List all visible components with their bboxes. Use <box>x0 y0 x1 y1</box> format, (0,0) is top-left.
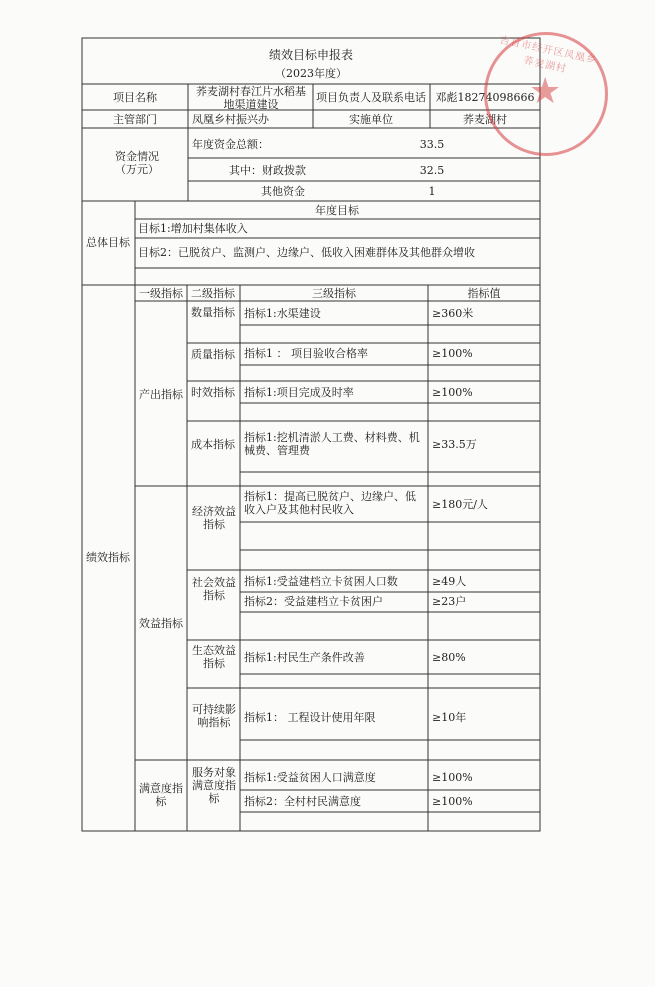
level2-ecological: 生态效益指标 <box>192 644 236 670</box>
ind-economic-name: 指标1：提高已脱贫户、边缘户、低收入户及其他村民收入 <box>244 490 416 516</box>
funds-total-value: 33.5 <box>419 138 445 151</box>
ind-sustainable-name: 指标1： 工程设计使用年限 <box>244 711 376 724</box>
header-level2: 二级指标 <box>191 287 235 300</box>
level1-satisfaction: 满意度指标 <box>139 782 183 808</box>
funds-fiscal-value: 32.5 <box>419 164 445 177</box>
level2-quality: 质量指标 <box>191 348 235 361</box>
impl-value: 荞麦湖村 <box>463 113 507 126</box>
level1-benefit: 效益指标 <box>139 617 183 630</box>
form-year: （2023年度） <box>275 67 347 80</box>
contact-label: 项目负责人及联系电话 <box>316 91 426 104</box>
funds-other-value: 1 <box>428 185 436 198</box>
ind-social1-value: ≥49人 <box>432 575 467 588</box>
ind-sustainable-value: ≥10年 <box>432 711 467 724</box>
annual-goal-label: 年度目标 <box>315 204 359 217</box>
ind-cost-name: 指标1:挖机清淤人工费、材料费、机械费、管理费 <box>244 431 420 457</box>
funds-fiscal-label: 其中：财政拨款 <box>229 164 306 177</box>
level2-economic: 经济效益指标 <box>192 505 236 531</box>
perf-label: 绩效指标 <box>86 551 130 564</box>
official-seal <box>484 32 608 156</box>
level2-service: 服务对象满意度指标 <box>192 766 236 805</box>
funds-label: 资金情况（万元） <box>115 150 159 176</box>
dept-value: 凤凰乡村振兴办 <box>192 113 269 126</box>
ind-quality-value: ≥100% <box>432 347 473 360</box>
funds-total-label: 年度资金总额： <box>192 138 269 151</box>
ind-service2-value: ≥100% <box>432 795 473 808</box>
level2-timeliness: 时效指标 <box>191 386 235 399</box>
level2-sustainable: 可持续影响指标 <box>192 703 236 729</box>
goal-2: 目标2：已脱贫户、监测户、边缘户、低收入困难群体及其他群众增收 <box>138 246 475 259</box>
level2-cost: 成本指标 <box>191 438 235 451</box>
header-level3: 三级指标 <box>312 287 356 300</box>
ind-quantity-value: ≥360米 <box>432 307 474 320</box>
ind-quality-name: 指标1 ： 项目验收合格率 <box>244 347 368 360</box>
ind-timeliness-name: 指标1:项目完成及时率 <box>244 386 354 399</box>
level1-output: 产出指标 <box>139 388 183 401</box>
ind-timeliness-value: ≥100% <box>432 386 473 399</box>
impl-label: 实施单位 <box>349 113 393 126</box>
funds-other-label: 其他资金 <box>261 185 305 198</box>
contact-value: 邓彪18274098666 <box>435 91 535 104</box>
project-name-value: 荞麦湖村春江片水稻基地渠道建设 <box>196 85 306 111</box>
ind-ecological-name: 指标1:村民生产条件改善 <box>244 651 365 664</box>
level2-social: 社会效益指标 <box>192 576 236 602</box>
ind-social2-value: ≥23户 <box>432 595 467 608</box>
header-value: 指标值 <box>467 287 501 300</box>
ind-social2-name: 指标2：受益建档立卡贫困户 <box>244 595 383 608</box>
ind-economic-value: ≥180元/人 <box>432 498 488 511</box>
ind-service2-name: 指标2：全村村民满意度 <box>244 795 361 808</box>
seal-star-icon: ★ <box>529 71 562 112</box>
ind-ecological-value: ≥80% <box>432 651 466 664</box>
dept-label: 主管部门 <box>113 113 157 126</box>
header-level1: 一级指标 <box>139 287 183 300</box>
seal-text: 吉首市经开区凤凰乡荞麦湖村 <box>498 34 598 76</box>
ind-service1-value: ≥100% <box>432 771 473 784</box>
ind-service1-name: 指标1:受益贫困人口满意度 <box>244 771 376 784</box>
level2-quantity: 数量指标 <box>191 306 235 319</box>
ind-social1-name: 指标1:受益建档立卡贫困人口数 <box>244 575 398 588</box>
project-name-label: 项目名称 <box>113 91 157 104</box>
form-title: 绩效目标申报表 <box>268 48 354 62</box>
ind-cost-value: ≥33.5万 <box>432 438 477 451</box>
goal-1: 目标1:增加村集体收入 <box>138 222 248 235</box>
ind-quantity-name: 指标1:水渠建设 <box>244 307 321 320</box>
overall-goal-label: 总体目标 <box>86 236 130 249</box>
